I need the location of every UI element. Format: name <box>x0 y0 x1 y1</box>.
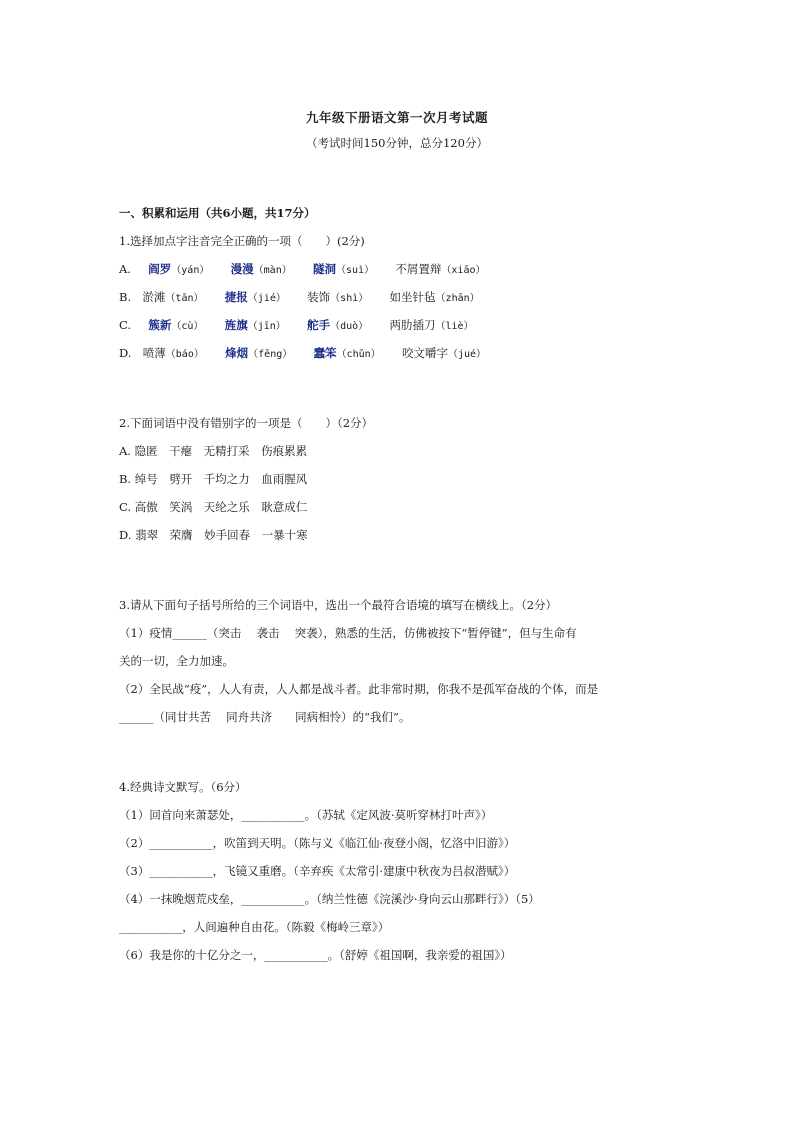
question-4-line: （3）___________，飞镜又重磨。（辛弃疾《太常引·建康中秋夜为吕叔潜赋》） <box>119 864 516 878</box>
question-4-line: （4）一抹晚烟荒戍垒，___________。（纳兰性德《浣溪沙·身向云山那畔行》）（5） <box>119 892 540 906</box>
question-1-stem: 1.选择加点字注音完全正确的一项（ ）(2分) <box>119 234 365 248</box>
question-1-option-c <box>119 317 474 335</box>
option-pinyin: （duò） <box>330 321 369 332</box>
option-word: 簇新 <box>148 318 172 332</box>
option-word: 漫漫 <box>230 262 254 276</box>
question-4-line: （6）我是你的十亿分之一，___________。（舒婷《祖国啊，我亲爱的祖国》） <box>119 948 512 962</box>
option-pinyin: （fēng） <box>248 349 293 360</box>
option-word: 如坐针毡 <box>389 290 436 304</box>
option-word: 喷薄 <box>142 346 166 360</box>
question-1-option-a <box>119 261 486 279</box>
option-word: 旌旗 <box>224 318 248 332</box>
option-pinyin: （xiāo） <box>441 265 486 276</box>
option-word: 阎罗 <box>148 262 172 276</box>
option-word: 两肋插刀 <box>389 318 436 332</box>
option-word: 咬文嚼字 <box>401 346 448 360</box>
option-pinyin: （jué） <box>447 349 487 360</box>
option-word: 淤滩 <box>142 290 166 304</box>
option-pinyin: （suì） <box>336 265 375 276</box>
page-subtitle: （考试时间150分钟，总分120分） <box>306 136 488 150</box>
option-word: 捷报 <box>224 290 248 304</box>
option-pinyin: （shì） <box>330 293 369 304</box>
option-pinyin: （zhān） <box>435 293 480 304</box>
question-2-option-b: B. 绰号 劈开 千均之力 血雨腥风 <box>119 472 308 486</box>
question-2-stem: 2.下面词语中没有错别字的一项是（ ）（2分） <box>119 416 374 430</box>
option-pinyin: （cù） <box>171 321 204 332</box>
question-3-stem: 3.请从下面句子括号所给的三个词语中，选出一个最符合语境的填写在横线上。（2分） <box>119 598 558 612</box>
option-word: 舵手 <box>307 318 331 332</box>
option-word: 蠢笨 <box>313 346 337 360</box>
section-heading: 一、积累和运用（共6小题，共17分） <box>119 206 316 220</box>
question-1-option-d <box>119 345 486 363</box>
option-pinyin: （jīn） <box>247 321 286 332</box>
question-3-line: （2）全民战“疫”，人人有责，人人都是战斗者。此非常时期，你我不是孤军奋战的个体，而是 <box>119 682 599 696</box>
page-title: 九年级下册语文第一次月考试题 <box>305 110 488 125</box>
question-2-option-a: A. 隐匿 干瘪 无精打采 伤痕累累 <box>119 444 308 458</box>
option-pinyin: （liè） <box>435 321 474 332</box>
question-4-line: （1）回首向来萧瑟处，___________。（苏轼《定风波·莫听穿林打叶声》） <box>119 808 493 822</box>
option-word: 烽烟 <box>225 346 249 360</box>
option-pinyin: （chǔn） <box>336 349 381 360</box>
question-2-option-c: C. 高傲 笑涡 天纶之乐 耿意成仁 <box>119 500 308 514</box>
option-pinyin: （yán） <box>171 265 210 276</box>
question-4-stem: 4.经典诗文默写。（6分） <box>119 780 247 794</box>
option-pinyin: （tān） <box>165 293 204 304</box>
question-3-line: ______（同甘共苦 同舟共济 同病相怜）的“我们”。 <box>119 710 411 724</box>
option-pinyin: （màn） <box>253 265 292 276</box>
question-3-line: 关的一切，全力加速。 <box>119 654 234 668</box>
question-3-line: （1）疫情______（突击 袭击 突袭），熟悉的生活，仿佛被按下“暂停键”，但与生命有 <box>119 626 577 640</box>
option-pinyin: （báo） <box>165 349 204 360</box>
option-word: 隧洞 <box>313 262 337 276</box>
question-4-line: （2）___________，吹笛到天明。（陈与义《临江仙·夜登小阁，忆洛中旧游》） <box>119 836 516 850</box>
option-letter: B. <box>119 290 132 304</box>
question-1-option-b <box>119 289 480 307</box>
option-letter: A. <box>119 262 131 276</box>
option-word: 不屑置辩 <box>395 262 442 276</box>
option-pinyin: （jié） <box>247 293 286 304</box>
question-4-line: ___________，人间遍种自由花。（陈毅《梅岭三章》） <box>119 920 390 934</box>
question-2-option-d: D. 翡翠 荣膺 妙手回春 一暴十寒 <box>119 528 308 542</box>
option-letter: C. <box>119 318 132 332</box>
option-letter: D. <box>119 346 132 360</box>
option-word: 装饰 <box>307 290 331 304</box>
